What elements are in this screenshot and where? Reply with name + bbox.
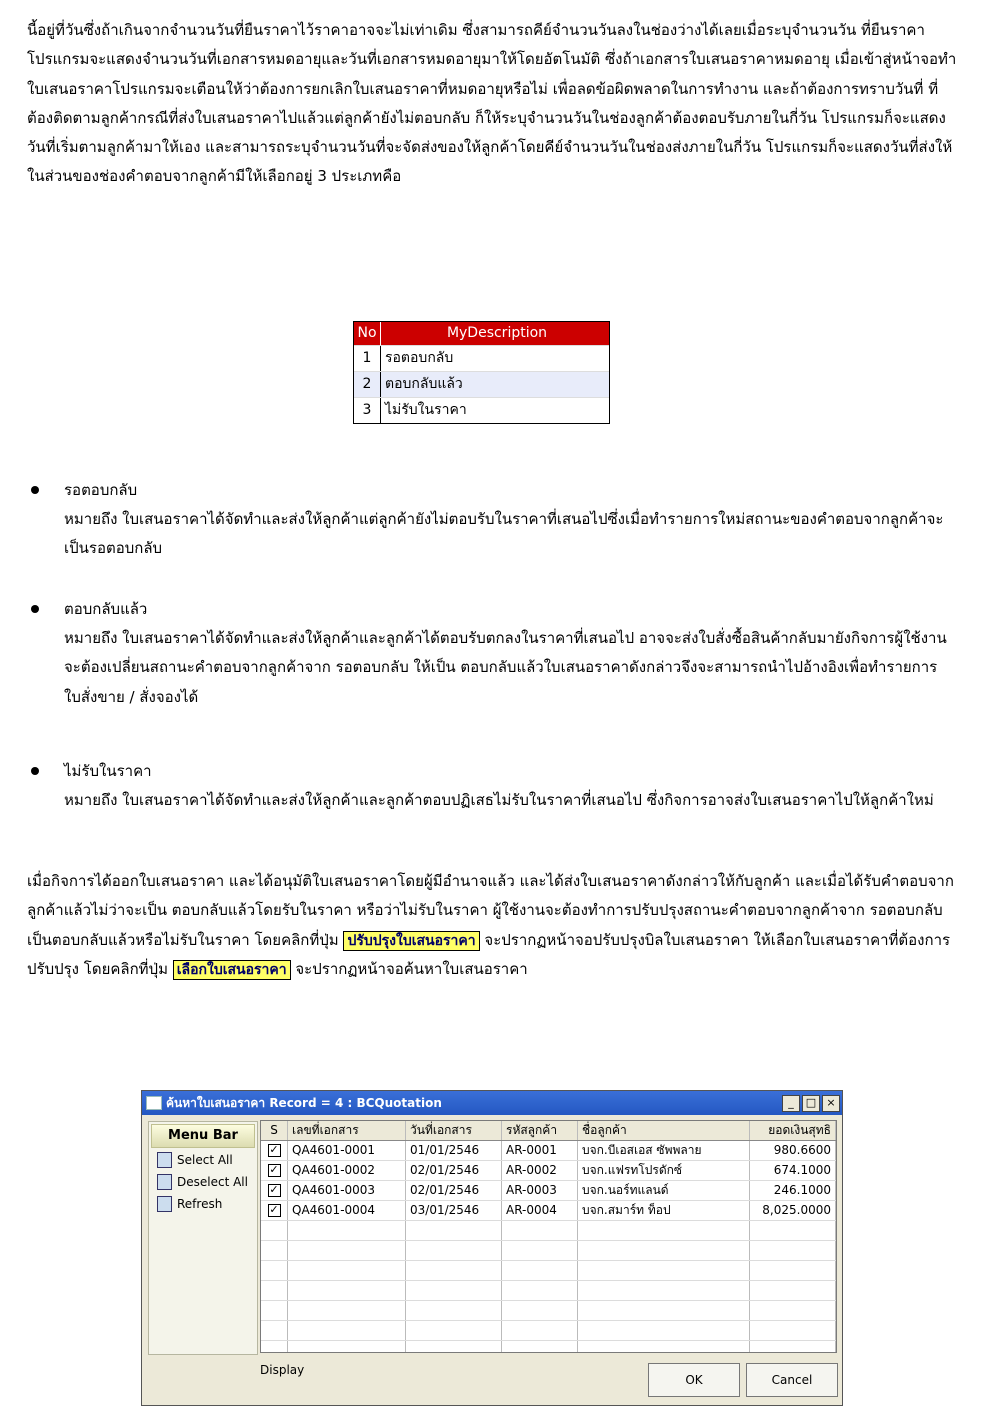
col-cust-name[interactable]: ชื่อลูกค้า	[578, 1121, 750, 1140]
title-bar	[142, 1091, 842, 1115]
menu-bar-title: Menu Bar	[151, 1124, 255, 1148]
window-title: ค้นหาใบเสนอราคา Record = 4 : BCQuotation	[166, 1095, 442, 1110]
save-icon	[157, 1174, 172, 1190]
row-checkbox[interactable]: ✓	[269, 1143, 279, 1156]
quotation-grid	[260, 1120, 837, 1353]
empty-row	[261, 1281, 836, 1301]
table-row	[354, 371, 609, 397]
minimize-icon[interactable]: _	[782, 1095, 800, 1112]
col-desc-header: MyDescription	[446, 325, 548, 341]
bullet-awaiting-reply	[27, 475, 957, 564]
bullet-title: ไม่รับในราคา	[64, 762, 152, 780]
bullet-body: หมายถึง ใบเสนอราคาได้จัดทำและส่งให้ลูกค้าแต่ลูกค้ายังไม่ตอบรับในราคาที่เสนอไปซึ่งเมื่อทำรายการใหม่สถานะของคำตอบจากลูกค้าจะเป็นรอตอบกลับ	[64, 510, 944, 558]
ok-button[interactable]: OK	[648, 1363, 740, 1397]
col-doc-no[interactable]: เลขที่เอกสาร	[288, 1121, 406, 1140]
col-cust-code[interactable]: รหัสลูกค้า	[502, 1121, 578, 1140]
bullet-title: ตอบกลับแล้ว	[64, 600, 148, 618]
paragraph-update-instructions	[27, 867, 957, 984]
row-desc: รอตอบกลับ	[385, 350, 454, 366]
empty-row	[261, 1301, 836, 1321]
status-text: Display	[260, 1363, 305, 1377]
bullet-body: หมายถึง ใบเสนอราคาได้จัดทำและส่งให้ลูกค้าและลูกค้าได้ตอบรับตกลงในราคาที่เสนอไป อาจจะส่งใบสั่งซื้อสินค้ากลับมายังกิจการผู้ใช้งานจะต้องเปลี่ยนสถานะคำตอบจากลูกค้าจาก รอตอบกลับ ให้เป็น ตอบกลับแล้วใบเสนอราคาดังกล่าวจึงจะสามารถนำไปอ้างอิงเพื่อทำรายการใบสั่งขาย / สั่งจองได้	[64, 629, 947, 706]
search-quotation-dialog	[141, 1090, 843, 1406]
text-part: จะปรากฏหน้าจอปรับปรุงบิลใบเสนอราคา ให้เลือกใบเสนอราคาที่ต้องการปรับปรุง โดยคลิกที่ปุ่ม	[27, 930, 951, 978]
bullet-dot-icon	[31, 486, 39, 494]
bullet-dot-icon	[31, 605, 39, 613]
bullet-rejected-price	[27, 756, 957, 815]
row-desc: ไม่รับในราคา	[385, 402, 467, 418]
bullet-replied	[27, 594, 957, 712]
table-row	[354, 397, 609, 423]
row-checkbox[interactable]: ✓	[269, 1163, 279, 1176]
text-part: จะปรากฏหน้าจอค้นหาใบเสนอราคา	[290, 959, 528, 978]
row-no: 1	[354, 346, 381, 371]
update-quotation-button[interactable]: ปรับปรุงใบเสนอราคา	[343, 931, 479, 951]
empty-row	[261, 1341, 836, 1353]
table-row[interactable]: ✓ QA4601-0002 02/01/2546 AR-0002 บจก.แฟรทโปรดักซ์ 674.1000	[261, 1161, 836, 1181]
row-checkbox[interactable]: ✓	[269, 1183, 279, 1196]
bullet-dot-icon	[31, 767, 39, 775]
col-select[interactable]: S	[261, 1121, 288, 1140]
row-desc: ตอบกลับแล้ว	[385, 376, 463, 392]
refresh-icon	[157, 1196, 172, 1212]
text-part: เมื่อกิจการได้ออกใบเสนอราคา และได้อนุมัติใบเสนอราคาโดยผู้มีอำนาจแล้ว และได้ส่งใบเสนอราคาดังกล่าวให้กับลูกค้า และเมื่อได้รับคำตอบจากลูกค้าแล้วไม่ว่าจะเป็น ตอบกลับแล้วโดยรับในราคา หรือว่าไม่รับในราคา ผู้ใช้งานจะต้องทำการปรับปรุงสถานะคำตอบจากลูกค้าจาก รอตอบกลับ เป็นตอบกลับแล้วหรือไม่รับในราคา โดยคลิกที่ปุ่ม	[27, 872, 954, 949]
table-row	[354, 345, 609, 371]
grid-header	[261, 1121, 836, 1141]
col-no-header: No	[354, 322, 381, 345]
empty-row	[261, 1321, 836, 1341]
refresh-item[interactable]: Refresh	[149, 1194, 257, 1214]
menu-bar-panel	[148, 1121, 258, 1355]
empty-row	[261, 1241, 836, 1261]
close-icon[interactable]: ×	[822, 1095, 840, 1112]
table-row[interactable]: ✓ QA4601-0001 01/01/2546 AR-0001 บจก.บีเอสเอส ซัพพลาย 980.6600	[261, 1141, 836, 1161]
select-quotation-button[interactable]: เลือกใบเสนอราคา	[173, 960, 291, 980]
bullet-title: รอตอบกลับ	[64, 481, 138, 499]
cancel-button[interactable]: Cancel	[746, 1363, 838, 1397]
bullet-body: หมายถึง ใบเสนอราคาได้จัดทำและส่งให้ลูกค้าและลูกค้าตอบปฏิเสธไม่รับในราคาที่เสนอไป ซึ่งกิจการอาจส่งใบเสนอราคาไปให้ลูกค้าใหม่	[64, 791, 934, 809]
app-icon	[146, 1096, 162, 1110]
table-row[interactable]: ✓ QA4601-0004 03/01/2546 AR-0004 บจก.สมาร์ท ท็อป 8,025.0000	[261, 1201, 836, 1221]
table-header	[354, 322, 609, 345]
response-options-table	[353, 321, 610, 424]
empty-row	[261, 1261, 836, 1281]
row-no: 2	[354, 372, 381, 397]
deselect-all-item[interactable]: Deselect All	[149, 1172, 257, 1192]
empty-row	[261, 1221, 836, 1241]
maximize-icon[interactable]: □	[802, 1095, 820, 1112]
select-all-item[interactable]: Select All	[149, 1150, 257, 1170]
row-checkbox[interactable]: ✓	[269, 1203, 279, 1216]
row-no: 3	[354, 398, 381, 423]
col-doc-date[interactable]: วันที่เอกสาร	[406, 1121, 502, 1140]
paragraph-intro: นี้อยู่ที่วันซึ่งถ้าเกินจากจำนวนวันที่ยืนราคาไว้ราคาอาจจะไม่เท่าเดิม ซึ่งสามารถคีย์จำนวนวันลงในช่องว่างได้เลยเมื่อระบุจำนวนวัน ที่ยืนราคาโปรแกรมจะแสดงจำนวนวันที่เอกสารหมดอายุและวันที่เอกสารหมดอายุมาให้โดยอัตโนมัติ ซึ่งถ้าเอกสารใบเสนอราคาหมดอายุ เมื่อเข้าสู่หน้าจอทำใบเสนอราคาโปรแกรมจะเตือนให้ว่าต้องการยกเลิกใบเสนอราคาที่หมดอายุหรือไม่ เพื่อลดข้อผิดพลาดในการทำงาน และถ้าต้องการทราบวันที่ ที่ต้องติดตามลูกค้ากรณีที่ส่งใบเสนอราคาไปแล้วแต่ลูกค้ายังไม่ตอบกลับ ก็ให้ระบุจำนวนวันในช่องลูกค้าต้องตอบรับภายในกี่วัน โปรแกรมก็จะแสดงวันที่เริ่มตามลูกค้ามาให้เอง และสามารถระบุจำนวนวันที่จะจัดส่งของให้ลูกค้าโดยคีย์จำนวนวันในช่องส่งภายในกี่วัน โปรแกรมก็จะแสดงวันที่ส่งให้ ในส่วนของช่องคำตอบจากลูกค้ามีให้เลือกอยู่ 3 ประเภทคือ	[27, 21, 957, 186]
table-row[interactable]: ✓ QA4601-0003 02/01/2546 AR-0003 บจก.นอร์ทแลนด์ 246.1000	[261, 1181, 836, 1201]
col-net-amount[interactable]: ยอดเงินสุทธิ	[750, 1121, 836, 1140]
document-icon	[157, 1152, 172, 1168]
